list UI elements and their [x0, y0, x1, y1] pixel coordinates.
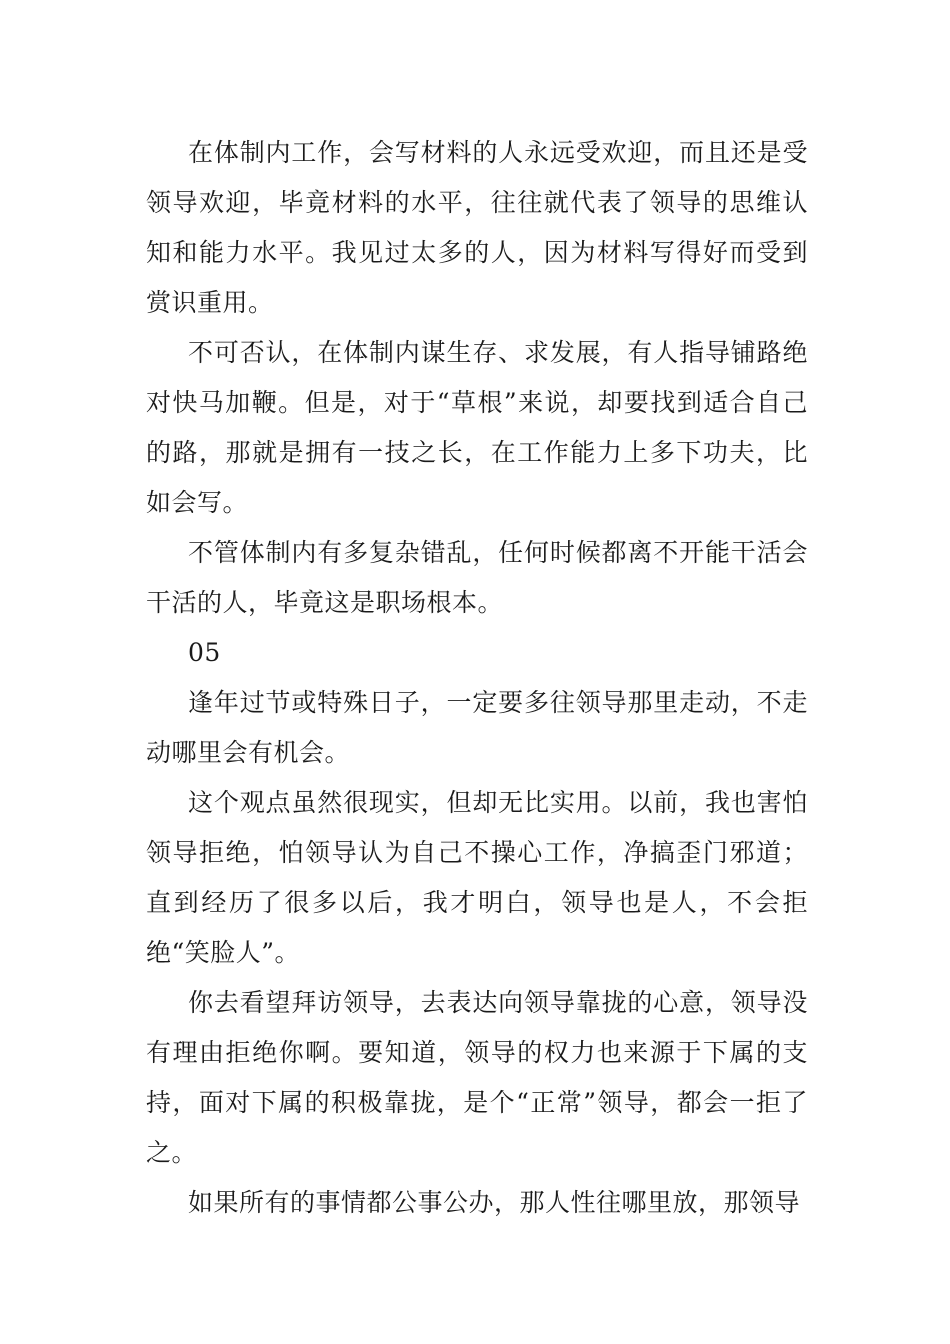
document-page: [146, 128, 808, 1228]
paragraph-grassroots: 不可否认，在体制内谋生存、求发展，有人指导铺路绝对快马加鞭。但是，对于“草根”来说，却要找到适合自己的路，那就是拥有一技之长，在工作能力上多下功夫，比如会写。: [146, 338, 808, 517]
section-number: 05: [188, 638, 221, 667]
paragraph-holiday-visits: 逢年过节或特殊日子，一定要多往领导那里走动，不走动哪里会有机会。: [146, 688, 808, 767]
paragraph-visiting-leader: 你去看望拜访领导，去表达向领导靠拢的心意，领导没有理由拒绝你啊。要知道，领导的权力也来源于下属的支持，面对下属的积极靠拢，是个“正常”领导，都会一拒了之。: [146, 988, 808, 1167]
paragraph-writing-skill: 在体制内工作，会写材料的人永远受欢迎，而且还是受领导欢迎，毕竟材料的水平，往往就代表了领导的思维认知和能力水平。我见过太多的人，因为材料写得好而受到赏识重用。: [146, 138, 808, 317]
paragraph-workplace-basics: 不管体制内有多复杂错乱，任何时候都离不开能干活会干活的人，毕竟这是职场根本。: [146, 538, 808, 617]
paragraph-realistic-view: 这个观点虽然很现实，但却无比实用。以前，我也害怕领导拒绝，怕领导认为自己不操心工作，净搞歪门邪道；直到经历了很多以后，我才明白，领导也是人，不会拒绝“笑脸人”。: [146, 788, 808, 967]
paragraph-human-nature: 如果所有的事情都公事公办，那人性往哪里放，那领导: [188, 1188, 801, 1217]
